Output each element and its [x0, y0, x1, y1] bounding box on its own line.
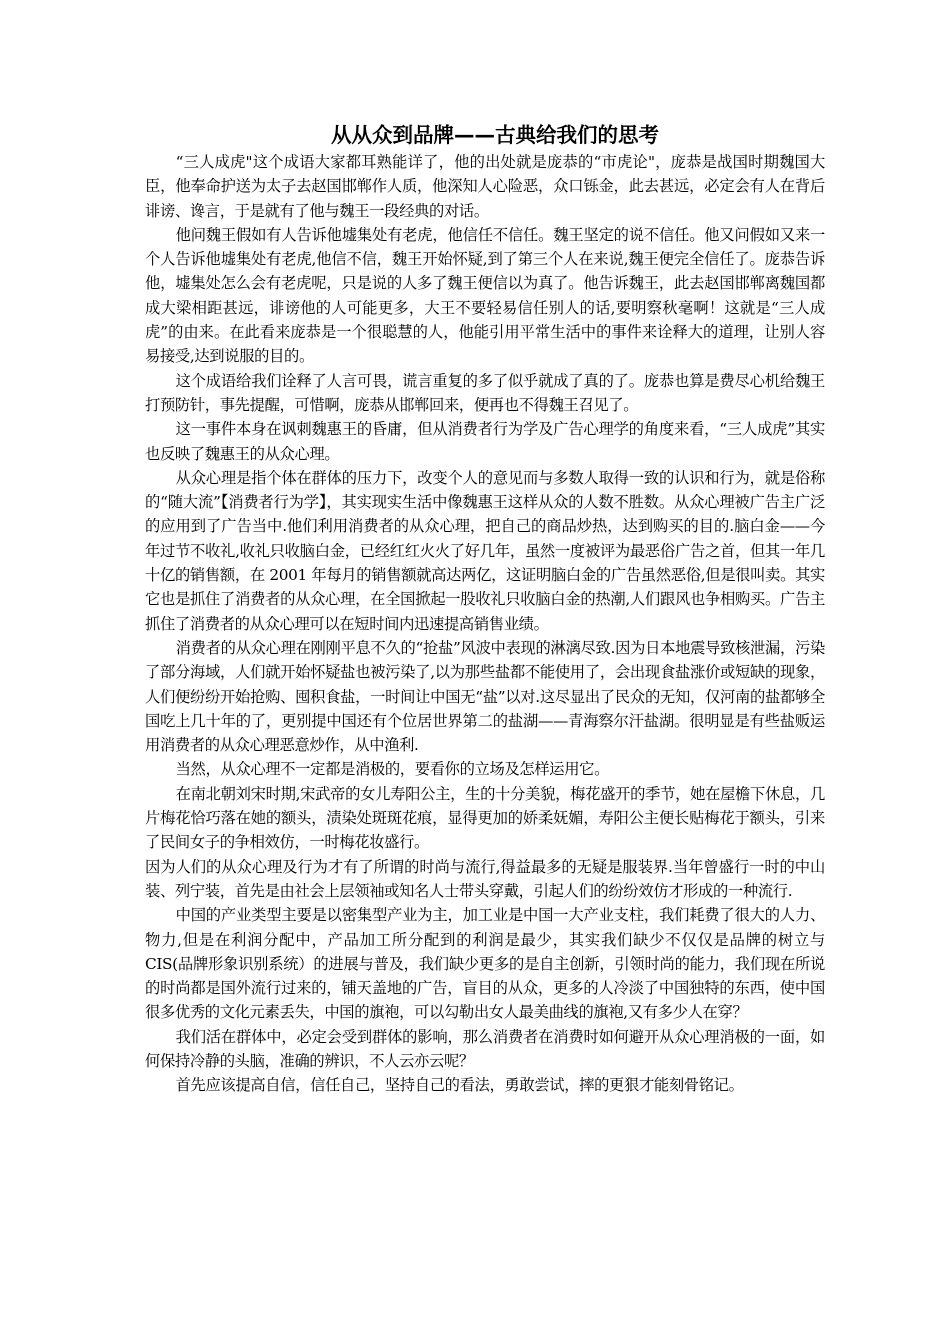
document-title: 从从众到品牌——古典给我们的思考 [331, 123, 659, 147]
paragraph-6: 消费者的从众心理在刚刚平息不久的“抢盐”风波中表现的淋漓尽致.因为日本地震导致核泄漏，污染了部分海域，人们就开始怀疑盐也被污染了,以为那些盐都不能使用了，会出现食盐涨价或短缺的现象，人们便纷纷开始抢购、囤积食盐，一时间让中国无“盐”以对.这尽显出了民众的无知，仅河南的盐都够全国吃上几十年的了，更别提中国还有个位居世界第二的盐湖——青海察尔汗盐湖。很明显是有些盐贩运用消费者的从众心理恶意炒作，从中渔利. [145, 638, 825, 755]
paragraph-10: 中国的产业类型主要是以密集型产业为主，加工业是中国一大产业支柱，我们耗费了很大的人力、物力,但是在利润分配中，产品加工所分配到的利润是最少，其实我们缺少不仅仅是品牌的树立与 CIS(品牌形象识别系统）的进展与普及，我们缺少更多的是自主创新，引领时尚的能力，我们现在所说的时尚都是国外流行过来的，铺天盖地的广告，盲目的从众，更多的人冷淡了中国独特的东西，使中国很多优秀的文化元素丢失，中国的旗袍，可以勾勒出女人最美曲线的旗袍,又有多少人在穿？ [145, 906, 825, 1022]
paragraph-3: 这个成语给我们诠释了人言可畏，谎言重复的多了似乎就成了真的了。庞恭也算是费尽心机给魏王打预防针，事先提醒，可惜啊，庞恭从邯郸回来，便再也不得魏王召见了。 [145, 371, 825, 414]
paragraph-2: 他问魏王假如有人告诉他墟集处有老虎，他信任不信任。魏王坚定的说不信任。他又问假如又来一个人告诉他墟集处有老虎,他信不信，魏王开始怀疑,到了第三个人在来说,魏王便完全信任了。庞恭告诉他，墟集处怎么会有老虎呢，只是说的人多了魏王便信以为真了。他告诉魏王，此去赵国邯郸离魏国都成大梁相距甚远，诽谤他的人可能更多，大王不要轻易信任别人的话,要明察秋毫啊！这就是“三人成虎”的由来。在此看来庞恭是一个很聪慧的人，他能引用平常生活中的事件来诠释大的道理，让别人容易接受,达到说服的目的。 [145, 225, 825, 366]
document-body [145, 150, 825, 1098]
paragraph-5: 从众心理是指个体在群体的压力下，改变个人的意见而与多数人取得一致的认识和行为，就是俗称的“随大流”【消费者行为学】，其实现实生活中像魏惠王这样从众的人数不胜数。从众心理被广告主广泛的应用到了广告当中.他们利用消费者的从众心理，把自己的商品炒热，达到购买的目的.脑白金——今年过节不收礼,收礼只收脑白金，已经红红火火了好几年，虽然一度被评为最恶俗广告之首，但其一年几十亿的销售额，在 2001 年每月的销售额就高达两亿，这证明脑白金的广告虽然恶俗,但是很叫卖。其实它也是抓住了消费者的从众心理，在全国掀起一股收礼只收脑白金的热潮,人们跟风也争相购买。广告主抓住了消费者的从众心理可以在短时间内迅速提高销售业绩。 [145, 468, 825, 633]
paragraph-1: “三人成虎"这个成语大家都耳熟能详了，他的出处就是庞恭的“市虎论"，庞恭是战国时期魏国大臣，他奉命护送为太子去赵国邯郸作人质，他深知人心险恶，众口铄金，此去甚远，必定会有人在背后诽谤、谗言，于是就有了他与魏王一段经典的对话。 [145, 153, 825, 220]
paragraph-7: 当然，从众心理不一定都是消极的，要看你的立场及怎样运用它。 [175, 760, 610, 779]
paragraph-4: 这一事件本身在讽刺魏惠王的昏庸，但从消费者行为学及广告心理学的角度来看，“三人成虎”其实也反映了魏惠王的从众心理。 [145, 420, 825, 463]
paragraph-12: 首先应该提高自信，信任自己，坚持自己的看法，勇敢尝试，摔的更狠才能刻骨铭记。 [175, 1076, 744, 1095]
paragraph-9: 因为人们的从众心理及行为才有了所谓的时尚与流行,得益最多的无疑是服装界.当年曾盛行一时的中山装、列宁装，首先是由社会上层领袖或知名人士带头穿戴，引起人们的纷纷效仿才形成的一种流行. [145, 857, 825, 900]
paragraph-11: 我们活在群体中，必定会受到群体的影响，那么消费者在消费时如何避开从众心理消极的一面，如何保持冷静的头脑，准确的辨识，不人云亦云呢？ [145, 1027, 825, 1070]
paragraph-8: 在南北朝刘宋时期,宋武帝的女儿寿阳公主，生的十分美貌，梅花盛开的季节，她在屋檐下休息，几片梅花恰巧落在她的额头，渍染处斑斑花痕，显得更加的娇柔妩媚，寿阳公主便长贴梅花于额头，引来了民间女子的争相效仿，一时梅花妆盛行。 [145, 784, 825, 852]
